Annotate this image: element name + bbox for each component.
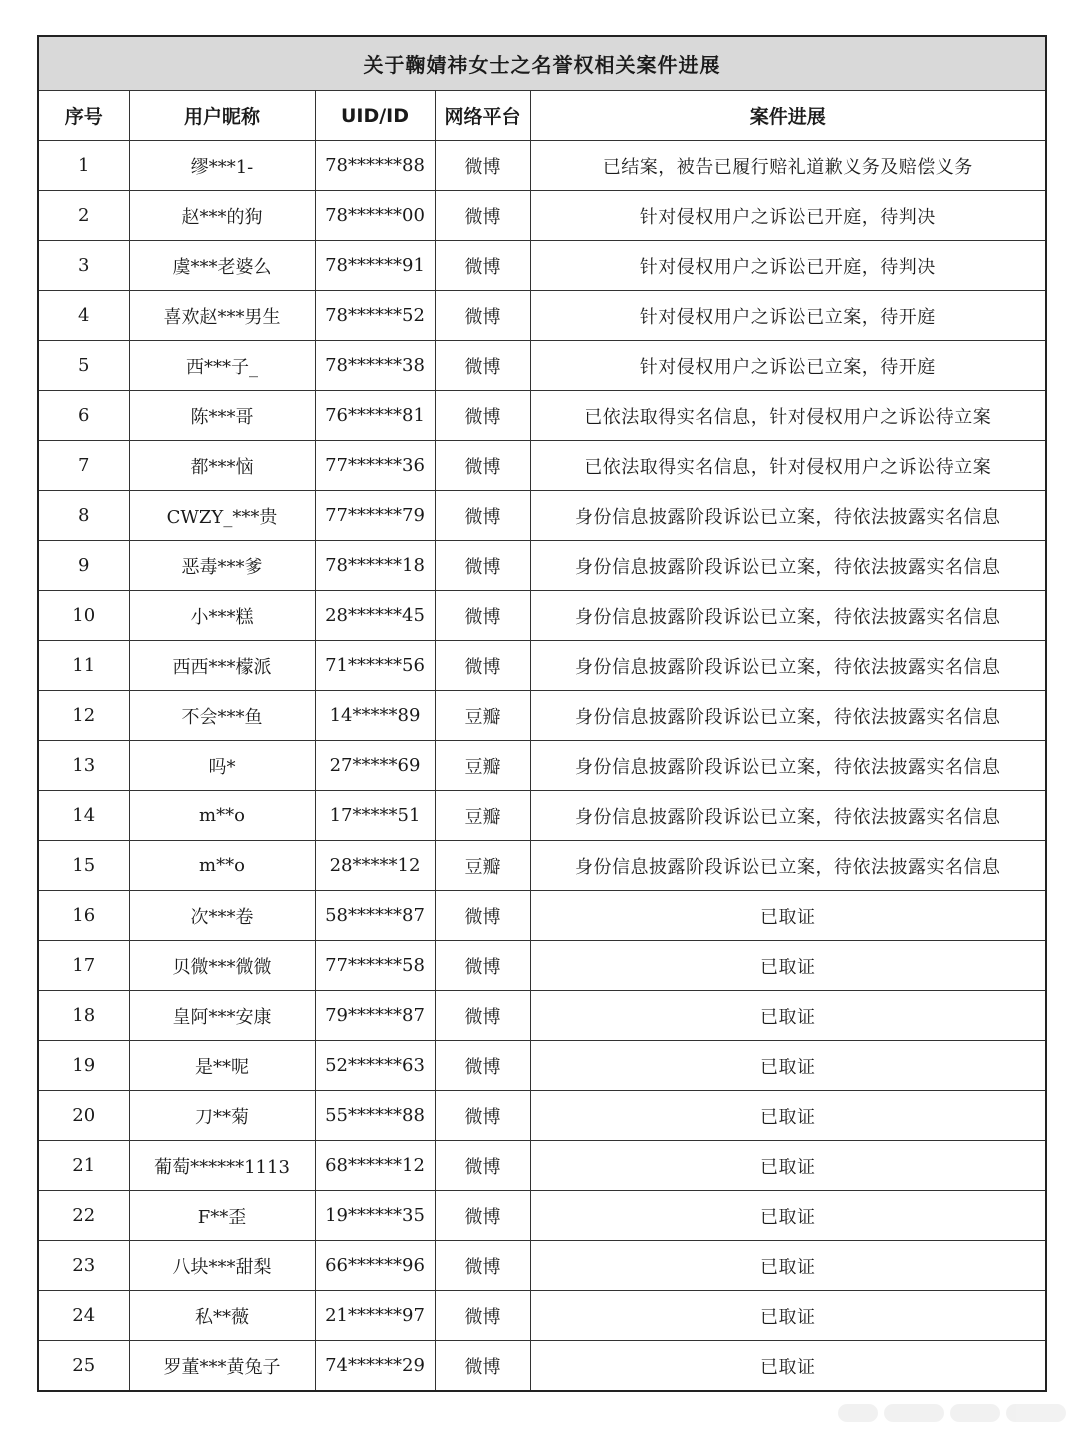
- cell-platform: 微博: [435, 391, 530, 441]
- table-row: [38, 1141, 1046, 1191]
- table-row: [38, 541, 1046, 591]
- cell-uid: 68******12: [315, 1141, 435, 1191]
- cell-no: 25: [38, 1341, 129, 1392]
- cell-platform: 微博: [435, 1341, 530, 1392]
- header-progress: 案件进展: [530, 91, 1046, 141]
- cell-uid: 77******58: [315, 941, 435, 991]
- cell-nickname: 赵***的狗: [129, 191, 315, 241]
- cell-no: 5: [38, 341, 129, 391]
- cell-progress: 针对侵权用户之诉讼已立案，待开庭: [530, 291, 1046, 341]
- cell-nickname: 刀**菊: [129, 1091, 315, 1141]
- cell-platform: 微博: [435, 1091, 530, 1141]
- cell-uid: 78******88: [315, 141, 435, 191]
- table-row: [38, 1041, 1046, 1091]
- cell-no: 11: [38, 641, 129, 691]
- cell-no: 22: [38, 1191, 129, 1241]
- cell-uid: 77******36: [315, 441, 435, 491]
- cell-progress: 已取证: [530, 991, 1046, 1041]
- cell-uid: 58******87: [315, 891, 435, 941]
- cell-uid: 78******38: [315, 341, 435, 391]
- cell-no: 1: [38, 141, 129, 191]
- cell-progress: 身份信息披露阶段诉讼已立案，待依法披露实名信息: [530, 641, 1046, 691]
- table-row: [38, 1191, 1046, 1241]
- cell-nickname: 八块***甜梨: [129, 1241, 315, 1291]
- cell-platform: 微博: [435, 591, 530, 641]
- header-uid: UID/ID: [315, 91, 435, 141]
- cell-platform: 微博: [435, 241, 530, 291]
- table-body: [38, 141, 1046, 1392]
- cell-uid: 52******63: [315, 1041, 435, 1091]
- cell-uid: 55******88: [315, 1091, 435, 1141]
- cell-uid: 28******45: [315, 591, 435, 641]
- cell-progress: 已结案，被告已履行赔礼道歉义务及赔偿义务: [530, 141, 1046, 191]
- cell-platform: 微博: [435, 891, 530, 941]
- header-nickname: 用户昵称: [129, 91, 315, 141]
- cell-progress: 已取证: [530, 1341, 1046, 1392]
- cell-nickname: 西西***檬派: [129, 641, 315, 691]
- cell-progress: 身份信息披露阶段诉讼已立案，待依法披露实名信息: [530, 491, 1046, 541]
- cell-nickname: m**o: [129, 791, 315, 841]
- cell-platform: 微博: [435, 1141, 530, 1191]
- cell-uid: 66******96: [315, 1241, 435, 1291]
- cell-nickname: 虞***老婆么: [129, 241, 315, 291]
- cell-platform: 豆瓣: [435, 741, 530, 791]
- table-row: [38, 791, 1046, 841]
- cell-nickname: 私**薇: [129, 1291, 315, 1341]
- table-row: [38, 341, 1046, 391]
- cell-progress: 身份信息披露阶段诉讼已立案，待依法披露实名信息: [530, 791, 1046, 841]
- table-row: [38, 891, 1046, 941]
- table-row: [38, 1291, 1046, 1341]
- cell-uid: 19******35: [315, 1191, 435, 1241]
- cell-uid: 27*****69: [315, 741, 435, 791]
- cell-nickname: 陈***哥: [129, 391, 315, 441]
- cell-platform: 微博: [435, 491, 530, 541]
- cell-platform: 豆瓣: [435, 841, 530, 891]
- cell-nickname: F**歪: [129, 1191, 315, 1241]
- cell-progress: 已取证: [530, 1191, 1046, 1241]
- cell-nickname: 都***恼: [129, 441, 315, 491]
- cell-progress: 身份信息披露阶段诉讼已立案，待依法披露实名信息: [530, 841, 1046, 891]
- table-row: [38, 291, 1046, 341]
- cell-progress: 身份信息披露阶段诉讼已立案，待依法披露实名信息: [530, 741, 1046, 791]
- cell-progress: 已取证: [530, 1241, 1046, 1291]
- cell-uid: 28*****12: [315, 841, 435, 891]
- cell-platform: 豆瓣: [435, 791, 530, 841]
- cell-nickname: 贝微***微微: [129, 941, 315, 991]
- cell-no: 6: [38, 391, 129, 441]
- cell-progress: 已依法取得实名信息，针对侵权用户之诉讼待立案: [530, 441, 1046, 491]
- cell-nickname: 是**呢: [129, 1041, 315, 1091]
- cell-nickname: m**o: [129, 841, 315, 891]
- table-row: [38, 691, 1046, 741]
- cell-uid: 77******79: [315, 491, 435, 541]
- table-title: 关于鞠婧祎女士之名誉权相关案件进展: [38, 36, 1046, 91]
- cell-no: 19: [38, 1041, 129, 1091]
- cell-no: 12: [38, 691, 129, 741]
- header-no: 序号: [38, 91, 129, 141]
- table-row: [38, 391, 1046, 441]
- cell-no: 23: [38, 1241, 129, 1291]
- cell-progress: 已取证: [530, 891, 1046, 941]
- cell-platform: 微博: [435, 191, 530, 241]
- table-row: [38, 591, 1046, 641]
- cell-nickname: 次***卷: [129, 891, 315, 941]
- cell-uid: 78******18: [315, 541, 435, 591]
- cell-progress: 身份信息披露阶段诉讼已立案，待依法披露实名信息: [530, 691, 1046, 741]
- cell-no: 16: [38, 891, 129, 941]
- cell-nickname: 不会***鱼: [129, 691, 315, 741]
- cell-no: 13: [38, 741, 129, 791]
- cell-uid: 17*****51: [315, 791, 435, 841]
- cell-no: 15: [38, 841, 129, 891]
- cell-nickname: 恶毒***爹: [129, 541, 315, 591]
- cell-nickname: 西***子_: [129, 341, 315, 391]
- cell-uid: 78******52: [315, 291, 435, 341]
- cell-progress: 已取证: [530, 1141, 1046, 1191]
- case-progress-table: [37, 35, 1047, 1392]
- table-row: [38, 191, 1046, 241]
- cell-nickname: 吗*: [129, 741, 315, 791]
- cell-progress: 针对侵权用户之诉讼已立案，待开庭: [530, 341, 1046, 391]
- cell-progress: 身份信息披露阶段诉讼已立案，待依法披露实名信息: [530, 541, 1046, 591]
- cell-platform: 微博: [435, 1241, 530, 1291]
- cell-platform: 微博: [435, 541, 530, 591]
- cell-progress: 已依法取得实名信息，针对侵权用户之诉讼待立案: [530, 391, 1046, 441]
- table-row: [38, 1341, 1046, 1392]
- cell-no: 4: [38, 291, 129, 341]
- cell-uid: 78******00: [315, 191, 435, 241]
- cell-progress: 已取证: [530, 1041, 1046, 1091]
- cell-uid: 76******81: [315, 391, 435, 441]
- table-row: [38, 141, 1046, 191]
- table-row: [38, 441, 1046, 491]
- cell-platform: 微博: [435, 1291, 530, 1341]
- cell-no: 9: [38, 541, 129, 591]
- header-platform: 网络平台: [435, 91, 530, 141]
- cell-no: 10: [38, 591, 129, 641]
- cell-no: 3: [38, 241, 129, 291]
- cell-no: 14: [38, 791, 129, 841]
- cell-platform: 微博: [435, 991, 530, 1041]
- cell-progress: 已取证: [530, 1091, 1046, 1141]
- cell-no: 17: [38, 941, 129, 991]
- cell-platform: 微博: [435, 141, 530, 191]
- cell-nickname: 皇阿***安康: [129, 991, 315, 1041]
- table-row: [38, 991, 1046, 1041]
- cell-progress: 已取证: [530, 1291, 1046, 1341]
- cell-no: 20: [38, 1091, 129, 1141]
- cell-uid: 14*****89: [315, 691, 435, 741]
- cell-progress: 针对侵权用户之诉讼已开庭，待判决: [530, 191, 1046, 241]
- table-row: [38, 241, 1046, 291]
- cell-platform: 微博: [435, 341, 530, 391]
- header-row: [38, 91, 1046, 141]
- cell-nickname: 葡萄******1113: [129, 1141, 315, 1191]
- cell-uid: 79******87: [315, 991, 435, 1041]
- table-row: [38, 1091, 1046, 1141]
- cell-no: 8: [38, 491, 129, 541]
- cell-platform: 豆瓣: [435, 691, 530, 741]
- cell-uid: 71******56: [315, 641, 435, 691]
- cell-no: 2: [38, 191, 129, 241]
- table-row: [38, 641, 1046, 691]
- cell-no: 7: [38, 441, 129, 491]
- cell-uid: 74******29: [315, 1341, 435, 1392]
- cell-uid: 78******91: [315, 241, 435, 291]
- watermark-icon: [838, 1402, 1068, 1424]
- table-row: [38, 941, 1046, 991]
- cell-progress: 身份信息披露阶段诉讼已立案，待依法披露实名信息: [530, 591, 1046, 641]
- cell-platform: 微博: [435, 941, 530, 991]
- table-row: [38, 841, 1046, 891]
- cell-nickname: 小***糕: [129, 591, 315, 641]
- cell-platform: 微博: [435, 641, 530, 691]
- cell-no: 18: [38, 991, 129, 1041]
- cell-nickname: CWZY_***贵: [129, 491, 315, 541]
- cell-progress: 针对侵权用户之诉讼已开庭，待判决: [530, 241, 1046, 291]
- cell-platform: 微博: [435, 1191, 530, 1241]
- table-row: [38, 1241, 1046, 1291]
- cell-no: 21: [38, 1141, 129, 1191]
- table-row: [38, 741, 1046, 791]
- cell-platform: 微博: [435, 1041, 530, 1091]
- cell-platform: 微博: [435, 441, 530, 491]
- cell-progress: 已取证: [530, 941, 1046, 991]
- cell-nickname: 罗董***黄兔子: [129, 1341, 315, 1392]
- cell-no: 24: [38, 1291, 129, 1341]
- cell-uid: 21******97: [315, 1291, 435, 1341]
- cell-nickname: 喜欢赵***男生: [129, 291, 315, 341]
- cell-nickname: 缪***1-: [129, 141, 315, 191]
- cell-platform: 微博: [435, 291, 530, 341]
- table-row: [38, 491, 1046, 541]
